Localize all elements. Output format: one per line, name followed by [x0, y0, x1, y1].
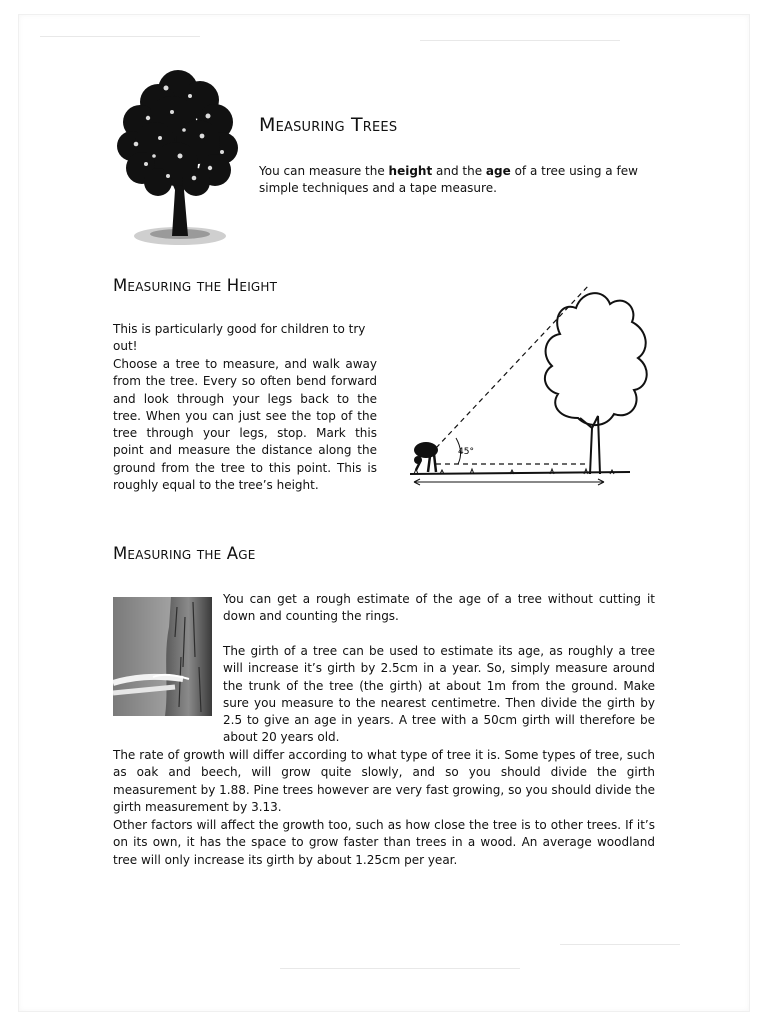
tree-girth-photo	[113, 597, 212, 716]
height-section-heading: Measuring the Height	[113, 276, 278, 295]
paper-scuff	[280, 968, 520, 969]
tree-illustration	[110, 60, 245, 250]
age-other-factors-paragraph: Other factors will affect the growth too, such as how close the tree is to other trees. If it’s on its own, it has the space to grow faster than trees in a wood. An average woodland tree will only increase its girth by about 1.25cm per year.	[113, 818, 655, 867]
height-method-paragraph: Choose a tree to measure, and walk away from the tree. Every so often bend forward and look through your legs back to the tree. When you can just see the top of the tree through your legs, stop. Mark this point and measure the distance along the ground from the tree to this point. This is roughly equal to the tree’s height.	[113, 357, 377, 493]
diagram-tree-crown	[545, 293, 647, 425]
diagram-angle-label: 45°	[458, 447, 474, 457]
intro-text: of a tree using a few simple techniques and a tape measure.	[259, 164, 638, 196]
paper-scuff	[40, 36, 200, 37]
height-intro-paragraph: This is particularly good for children to try out!	[113, 322, 366, 354]
diagram-sight-line	[436, 284, 590, 448]
age-girth-paragraph: The girth of a tree can be used to estimate its age, as roughly a tree will increase it’s girth by 2.5cm in a year. So, simply measure around the trunk of the tree (the girth) at about 1m from the ground. Make sure you measure to the nearest centimetre. Then divide the girth by 2.5 to give an age in years. A tree with a 50cm girth will therefore be about 20 years old.	[223, 644, 655, 745]
diagram-bending-person	[414, 442, 438, 472]
height-measuring-diagram	[400, 278, 662, 492]
page-title: Measuring Trees	[259, 114, 398, 136]
age-section-heading: Measuring the Age	[113, 544, 256, 563]
paper-scuff	[560, 944, 680, 945]
intro-text: You can measure the	[259, 164, 389, 178]
paper-scuff	[420, 40, 620, 41]
age-intro-paragraph: You can get a rough estimate of the age of a tree without cutting it down and counting the rings.	[223, 592, 655, 624]
intro-bold-height: height	[388, 164, 433, 178]
intro-text: and the	[432, 164, 486, 178]
diagram-distance-arrow	[414, 479, 604, 485]
intro-bold-age: age	[485, 164, 511, 178]
intro-paragraph	[259, 163, 656, 198]
age-growth-rate-paragraph: The rate of growth will differ according to what type of tree it is. Some types of tree, such as oak and beech, will grow quite slowly, and so you should divide the girth measurement by 1.88. Pine trees however are very fast growing, so you should divide the girth measurement by 3.13.	[113, 748, 655, 814]
